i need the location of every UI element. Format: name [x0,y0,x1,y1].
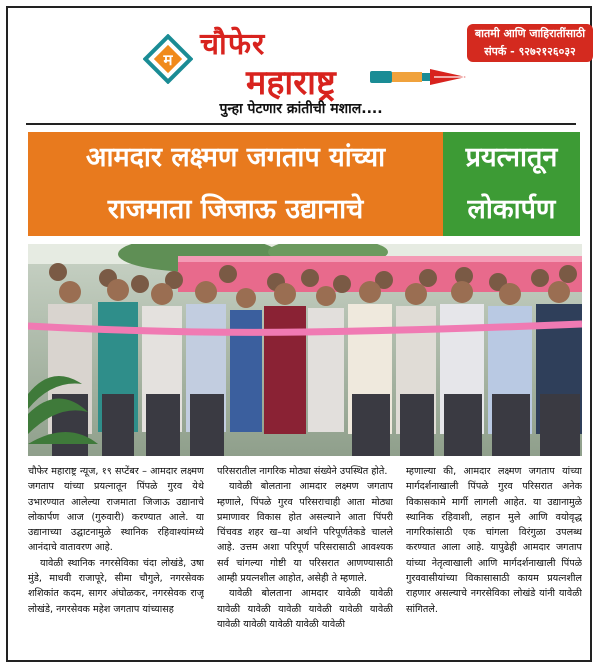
headline-line2: राजमाता जिजाऊ उद्यानाचे [28,184,443,236]
newspaper-page [6,6,592,662]
tagline: पुन्हा पेटणार क्रांतीची मशाल.... [219,101,383,117]
logo-letter: म [163,51,173,69]
paragraph: परिसरातील नागरिक मोठ्या संख्येने उपस्थित होते. [217,466,388,477]
headline-banner [28,132,580,236]
paragraph: यावेळी बोलताना आमदार लक्ष्मण जगताप म्हणाले, पिंपळे गुरव परिसराचाही आता मोठ्या प्रमाणावर विकास होत असल्याने आता पिंपरी चिंचवड शहर ख–या अर्थाने परिपूर्णतेकडे चालले आहे. उत्तम अशा परिपूर्ण परिसरासाठी आवश्यक सर्व चांगल्या गोष्टी या परिसरात आणण्यासाठी आम्ही प्रयत्नशील आहोत, असेही ते म्हणाले. [217,481,393,585]
article-column-1 [28,464,204,660]
brand-name-line1: चौफेर [200,27,266,62]
fountain-pen-icon [370,64,480,90]
contact-label: बातमी आणि जाहिरातींसाठी [474,27,586,40]
paragraph: यावेळी बोलताना आमदार यावेळी यावेळी यावेळी यावेळी यावेळी यावेळी यावेळी यावेळी यावेळी यावेळी यावेळी यावेळी यावेळी [217,588,393,630]
brand-name-line2: महाराष्ट्र [246,63,336,103]
headline-line2-accent: लोकार्पण [443,184,580,236]
paragraph: चौफेर महाराष्ट्र न्यूज, १९ सप्टेंबर – आमदार लक्ष्मण जगताप यांच्या प्रयत्नातून पिंपळे गुरव येथे उभारण्यात आलेल्या राजमाता जिजाऊ उद्यानाचे लोकार्पण आज (गुरुवारी) करण्यात आले. या उद्यानाच्या उद्घाटनामुळे स्थानिक रहिवाश्यांमध्ये आनंदाचे वातावरण आहे. [28,466,204,554]
article-column-3 [406,464,582,660]
event-photo [28,244,582,456]
article-body [28,464,582,660]
headline-line1-accent: प्रयत्नातून [443,132,580,184]
ribbon-cutting-photo-icon [28,244,582,456]
contact-phone: संपर्क - ९२७२१२६०३२ [484,45,576,58]
article-column-2 [217,464,393,660]
masthead-divider [26,123,576,125]
paragraph: यावेळी स्थानिक नगरसेविका चंदा लोखंडे, उषा मुंडे, माधवी राजापूरे, सीमा चौगुले, नगरसेवक शशिकांत कदम, सागर अंघोळकर, नगरसेवक राजू लोखंडे, नगरसेवक महेश जगताप यांच्यासह [28,557,204,615]
brand-logo-icon [143,34,193,84]
headline-line1: आमदार लक्ष्मण जगताप यांच्या [28,132,443,184]
paragraph: म्हणाल्या की, आमदार लक्ष्मण जगताप यांच्या मार्गदर्शनाखाली पिंपळे गुरव परिसरात अनेक विकासकामे मार्गी लागली आहेत. या उद्यानामुळे स्थानिक रहिवाशी, लहान मुले आणि वयोवृद्ध नागरिकांसाठी एक चांगला विरंगुळा उपलब्ध करण्यात आला आहे. यापुढेही आमदार जगताप यांच्या नेतृत्वाखाली आणि मार्गदर्शनाखाली पिंपळे गुरववासीयांच्या विकासासाठी कायम प्रयत्नशील राहणार असल्याचे नगरसेविका लोखंडे यांनी यावेळी सांगितले. [406,466,582,615]
contact-badge [467,24,593,62]
